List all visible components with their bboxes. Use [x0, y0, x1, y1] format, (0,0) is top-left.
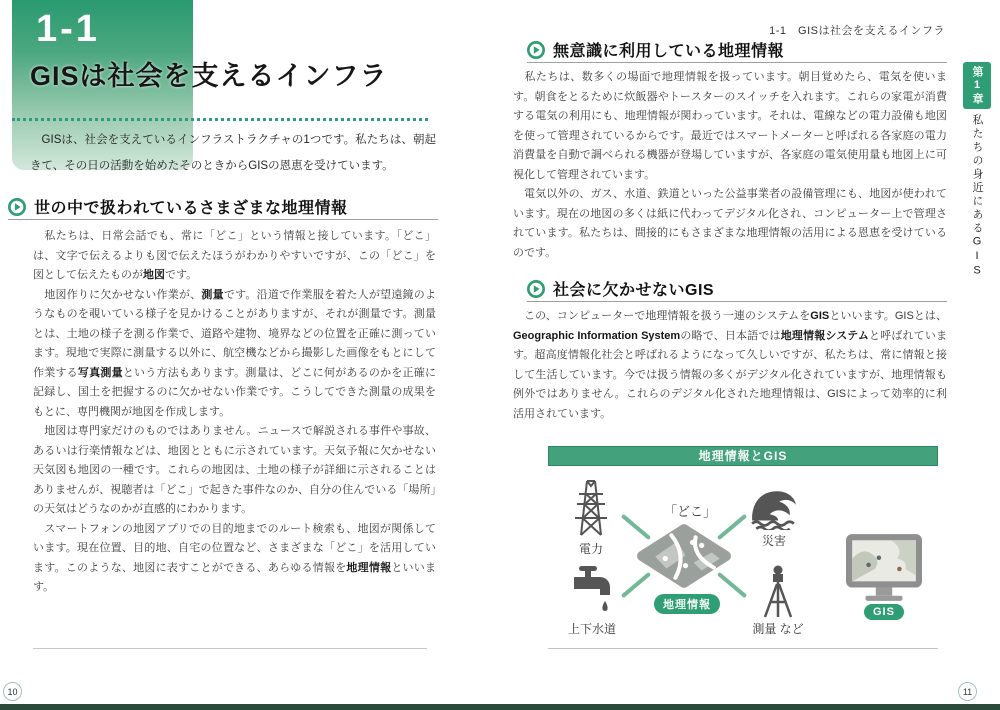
section-heading-2	[527, 38, 784, 61]
text-run: の略で、日本語では	[680, 329, 781, 342]
running-header: 1-1 GISは社会を支えるインフラ	[769, 25, 945, 37]
bold-term: 測量	[201, 288, 224, 301]
section-bullet-icon	[527, 280, 545, 298]
left-footer-rule	[33, 648, 427, 649]
tsunami-wave-icon	[750, 488, 798, 530]
bold-term: GIS	[810, 310, 830, 322]
intro-text: GISは、社会を支えているインフラストラクチャの1つです。私たちは、朝起きて、その日の活動を始めたそのときからGISの恩恵を受けています。	[30, 134, 436, 172]
gis-monitor-icon	[846, 534, 922, 602]
section-bullet-icon	[8, 198, 26, 216]
section-bullet-icon	[527, 41, 545, 59]
section-heading-label: 世の中で扱われているさまざまな地理情報	[34, 200, 348, 217]
section-underline	[527, 301, 947, 302]
figure-label-power: 電力	[578, 542, 603, 556]
page-number-right: 11	[958, 682, 977, 701]
geoinfo-pill: 地理情報	[654, 594, 720, 614]
text-run: と呼ばれています。超高度情報化社会と呼ばれるようになって久しいですが、私たちは、常に情報と接して生活しています。今では扱う情報の多くがデジタル化されていますが、地理情報も例外ではありません。これらのデジタル化された地理情報は、GISによって効率的に利活用されています。	[513, 329, 948, 420]
bold-term: 地理情報	[346, 561, 392, 574]
gis-pill: GIS	[864, 604, 904, 620]
figure-label-disaster: 災害	[761, 534, 786, 548]
paragraph	[513, 307, 947, 424]
text-run: という方法もあります。測量は、どこに何があるのかを正確に記録し、国土を把握するのに欠かせない作業です。こうしてできた測量の成果をもとに、専門機関が地図を作成します。	[33, 366, 437, 418]
paragraph	[513, 185, 947, 263]
text-run: です。沿道で作業服を着た人が望遠鏡のようなものを覗いている様子を見かけることがありますが、それが測量です。測量とは、土地の様子を測る作業で、道路や建物、境界などの位置を正確に測っています。現地で実際に測量する以外に、航空機などから撮影した画像をもとにして作業する	[33, 288, 436, 379]
section-underline	[8, 219, 438, 220]
text-run: この、コンピューターで地理情報を扱う一連のシステムを	[513, 310, 811, 322]
text-run: スマートフォンの地図アプリでの目的地までのルート検索も、地図が関係しています。現在位置、目的地、自宅の位置など、さまざまな「どこ」を活用しています。このような、地図に表すことができる、あらゆる情報を	[33, 522, 436, 574]
text-run: 地図は専門家だけのものではありません。ニュースで解説される事件や事故、あるいは行楽情報などは、地図とともに示されています。天気予報に欠かせない天気図も地図の一種です。これらの地図は、土地の様子が詳細に示されることはありませんが、視聴者は「どこ」で起きた事件なのか、自分の住んでいる「場所」の天気はどうなのかが直感的にわかります。	[33, 425, 436, 515]
dotted-divider	[12, 118, 428, 121]
bold-term: 地図	[143, 269, 165, 281]
text-run: 地図作りに欠かせない作業が、	[33, 288, 202, 301]
paragraph	[513, 68, 947, 185]
page-title: GISは社会を支えるインフラ	[30, 61, 388, 91]
water-faucet-icon	[572, 566, 612, 618]
text-run: 私たちは、数多くの場面で地理情報を扱っています。朝目覚めたら、電気を使います。朝食をとるために炊飯器やトースターのスイッチを入れます。これらの家電が消費する電気の利用にも、地理情報が関わっています。それは、電線などの電力設備も地図を使って管理されているからです。最近ではスマートメーターと呼ばれる各家庭の電力消費量を自動で調べられる機器が登場していますが、各家庭の電気使用量も地図上に可視化して管理されています。	[513, 71, 947, 181]
figure-label-doko: 「どこ」	[663, 504, 716, 519]
figure-label-water: 上下水道	[567, 622, 616, 636]
section-heading-3	[527, 277, 714, 300]
lesson-number: 1-1	[36, 8, 100, 50]
section-heading-label: 無意識に利用している地理情報	[553, 43, 785, 60]
bold-term: 地理情報システム	[780, 329, 869, 342]
paragraph	[33, 227, 436, 286]
figure-geoinfo-gis	[548, 446, 938, 652]
paragraph	[33, 520, 436, 598]
bold-term: Geographic Information System	[513, 329, 681, 342]
section-heading-label: 社会に欠かせないGIS	[553, 282, 715, 299]
right-footer-rule	[548, 648, 938, 649]
paragraph	[33, 286, 436, 423]
bold-term: 写真測量	[77, 366, 123, 379]
section-heading-1	[8, 195, 348, 218]
chapter-tab: 第1章	[963, 62, 991, 109]
book-edge-bar	[0, 704, 1000, 710]
right-body-text-2	[513, 307, 947, 424]
text-run: 電気以外の、ガス、水道、鉄道といった公益事業者の設備管理にも、地図が使われています。現在の地図の多くは紙に代わってデジタル化され、コンピューター上で管理されています。私たちは、間接的にもさまざまな地理情報の活用による恩恵を受けているのです。	[513, 188, 947, 259]
figure-label-survey: 測量 など	[752, 622, 804, 636]
chapter-tab-label: 私たちの身近にあるGIS	[971, 114, 983, 279]
power-pylon-icon	[570, 478, 612, 538]
text-run: 私たちは、日常会話でも、常に「どこ」という情報と接しています。「どこ」は、文字で伝えるよりも図で伝えたほうがわかりやすいですが、この「どこ」を図として伝えたものが	[33, 230, 436, 281]
text-run: といいます。GISとは、	[829, 310, 947, 322]
text-run: です。	[165, 269, 198, 281]
left-body-text	[33, 227, 436, 598]
text-run: といいます。	[33, 561, 437, 593]
section-underline	[527, 62, 947, 63]
figure-title: 地理情報とGIS	[548, 446, 938, 466]
page-number-left: 10	[3, 682, 22, 701]
right-body-text-1	[513, 68, 947, 263]
map-diamond-icon	[635, 522, 733, 590]
survey-tripod-icon	[760, 564, 796, 620]
paragraph	[33, 422, 436, 520]
